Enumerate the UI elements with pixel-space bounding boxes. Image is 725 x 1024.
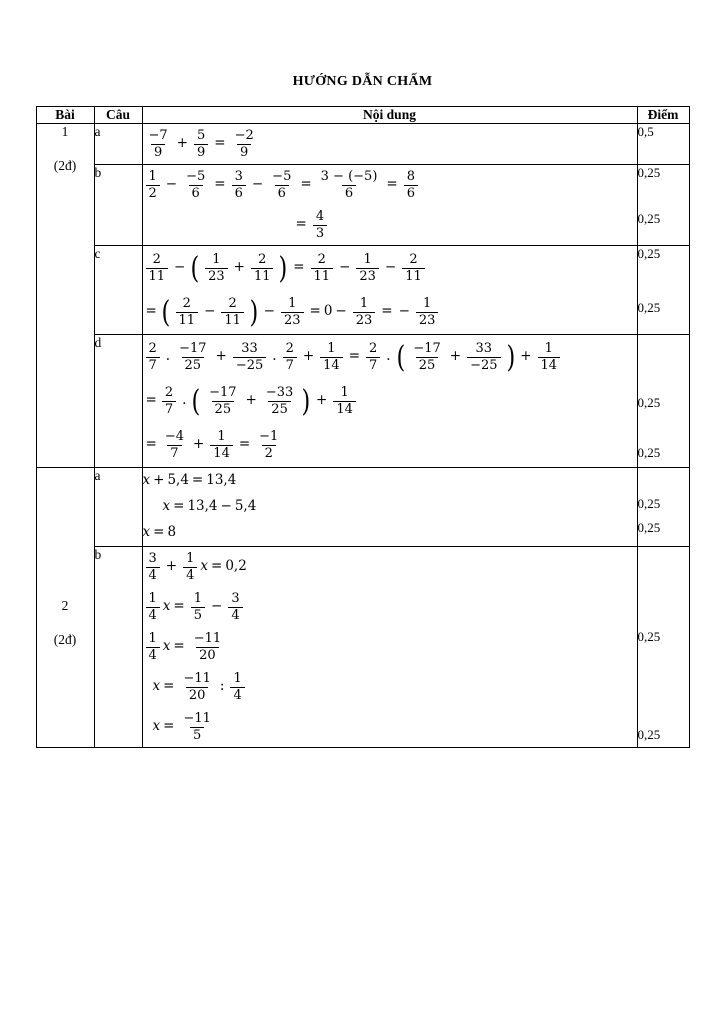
table-row [36, 165, 689, 246]
bai-points: (2đ) [53, 158, 77, 173]
header-noidung: Nội dung [142, 107, 637, 124]
math-line: = $\frac{4}{3}$ [143, 205, 637, 245]
cau-label: a [94, 468, 142, 547]
diem-value: 0,25 [637, 395, 661, 410]
header-cau: Câu [94, 107, 142, 124]
diem-value: 0,25 [637, 246, 661, 261]
table-row [36, 547, 689, 748]
bai-points: (2đ) [53, 632, 77, 647]
diem-value: 0,25 [637, 727, 661, 742]
math-line: x = $\frac{-11}{5}$ [152, 710, 211, 743]
table-row [36, 246, 689, 335]
cau-label: d [94, 335, 142, 468]
noidung-cell [142, 246, 637, 335]
math-line: $\frac{1}{4}$ x = $\frac{-11}{20}$ [143, 627, 637, 667]
table-row [36, 468, 689, 547]
bai-number: 1 [61, 124, 69, 139]
header-diem: Điểm [637, 107, 689, 124]
cau-label: b [94, 165, 142, 246]
noidung-cell [142, 124, 637, 165]
math-line: $\frac{1}{2}$ − $\frac{-5}{6}$ = $\frac{3}{6}$ − $\frac{-5}{6}$ = $\frac{3 - (-5)}{6}$ = $\frac{8}{6}$ [143, 165, 637, 205]
math-line: = $\frac{-4}{7}$ + $\frac{1}{14}$ = $\frac{-1}{2}$ [145, 428, 279, 461]
page-title: HƯỚNG DẪN CHẤM [292, 74, 433, 89]
cau-label: a [94, 124, 142, 165]
table-header-row [36, 107, 689, 124]
diem-value: 0,25 [637, 496, 661, 511]
diem-value: 0,25 [637, 300, 661, 315]
diem-cell [637, 335, 689, 468]
math-line: x + 5,4 = 13,4 [142, 472, 237, 489]
math-line: $\frac{-7}{9}$ + $\frac{5}{9}$ = $\frac{-2}{9}$ [148, 127, 254, 160]
math-line: $\frac{2}{7}$ . $\frac{-17}{25}$ + $\frac{33}{-25}$ . $\frac{2}{7}$ + $\frac{1}{14}$ = $\frac{2}{7}$ . ( $\frac{-17}{25}$ + $\frac{33}{-25}$ ) + $\frac{1}{14}$ [143, 335, 637, 379]
math-line: x = 13,4 − 5,4 [162, 498, 257, 515]
cau-label: c [94, 246, 142, 335]
bai-cell-1 [36, 124, 94, 468]
noidung-cell [142, 165, 637, 246]
math-line: $\frac{2}{11}$ − ( $\frac{1}{23}$ + $\frac{2}{11}$ ) = $\frac{2}{11}$ − $\frac{1}{23}$ − $\frac{2}{11}$ [143, 246, 637, 290]
diem-value: 0,25 [637, 445, 661, 460]
math-line: = $\frac{2}{7}$ . ( $\frac{-17}{25}$ + $\frac{-33}{25}$ ) + $\frac{1}{14}$ [143, 379, 637, 423]
bai-number: 2 [61, 598, 69, 613]
diem-value: 0,25 [637, 165, 661, 180]
math-line: x = $\frac{-11}{20}$ : $\frac{1}{4}$ [143, 667, 637, 707]
noidung-cell [142, 468, 637, 547]
math-line: = ( $\frac{2}{11}$ − $\frac{2}{11}$ ) − $\frac{1}{23}$ = 0 − $\frac{1}{23}$ = − $\frac{1}{23}$ [143, 290, 637, 334]
diem-value: 0,5 [637, 124, 654, 139]
table-row [36, 124, 689, 165]
header-bai: Bài [36, 107, 94, 124]
diem-cell [637, 547, 689, 748]
noidung-cell [142, 547, 637, 748]
math-line: $\frac{1}{4}$ x = $\frac{1}{5}$ − $\frac{3}{4}$ [143, 587, 637, 627]
table-row [36, 335, 689, 468]
bai-cell-2 [36, 468, 94, 748]
diem-cell [637, 246, 689, 335]
diem-cell [637, 165, 689, 246]
grading-table [36, 106, 690, 748]
diem-value: 0,25 [637, 211, 661, 226]
noidung-cell [142, 335, 637, 468]
diem-value: 0,25 [637, 520, 661, 535]
diem-value: 0,25 [637, 629, 661, 644]
math-line: $\frac{3}{4}$ + $\frac{1}{4}$ x = 0,2 [143, 547, 637, 587]
diem-cell [637, 468, 689, 547]
diem-cell [637, 124, 689, 165]
math-line: x = 8 [142, 524, 177, 541]
cau-label: b [94, 547, 142, 748]
